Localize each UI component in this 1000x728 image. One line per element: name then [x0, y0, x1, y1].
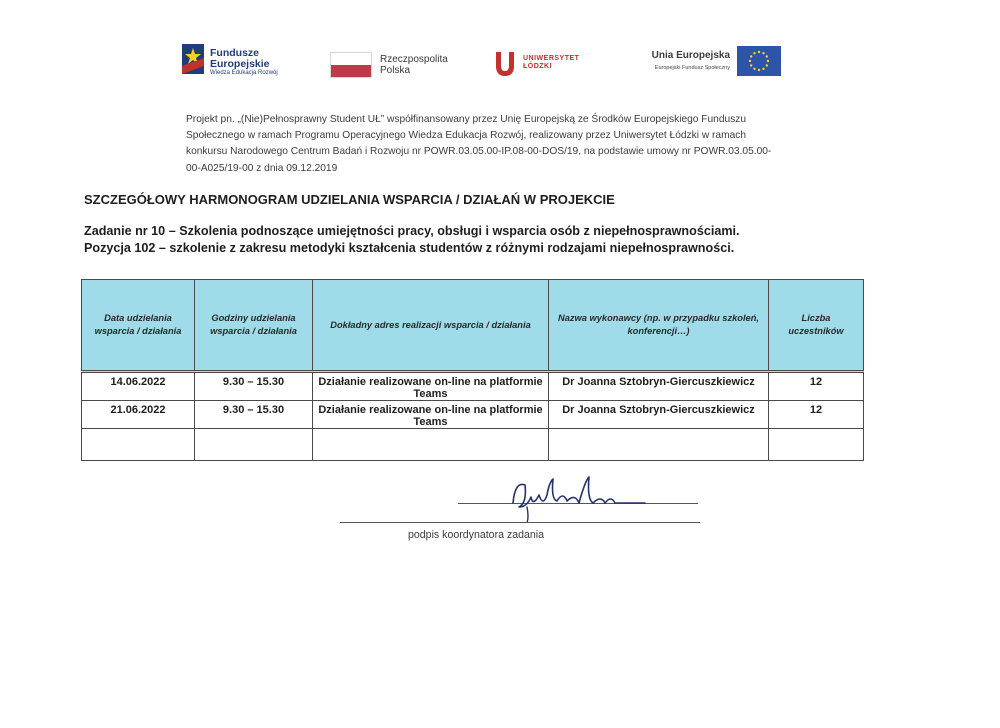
cell-date: 21.06.2022	[82, 401, 195, 429]
project-intro: Projekt pn. „(Nie)Pełnosprawny Student UŁ” współfinansowany przez Unię Europejską ze Środków Europejskiego Funduszu Społecznego w ramach Programu Operacyjnego Wiedza Edukacja Rozwój, realizowany przez Uniwersytet Łódzki w ramach konkursu Narodowego Centrum Badań i Rozwoju nr POWR.03.05.00-IP.08-00-DOS/19, na podstawie umowy nr POWR.03.05.00-00-A025/19-00 z dnia 09.12.2019	[186, 114, 772, 174]
cell-contractor	[549, 429, 769, 461]
cell-date	[82, 429, 195, 461]
university-mark-icon	[493, 50, 517, 78]
polish-flag-icon	[330, 52, 372, 78]
signature-caption: podpis koordynatora zadania	[408, 529, 545, 541]
fundusze-europejskie-logo	[180, 42, 310, 88]
fundusze-sub: Wiedza Edukacja Rozwój	[210, 70, 278, 76]
header-date: Data udzielania wsparcia / działania	[82, 280, 195, 372]
cell-address: Działanie realizowane on-line na platformie Teams	[313, 401, 549, 429]
table-row	[82, 372, 864, 401]
table-row	[82, 429, 864, 461]
cell-date: 14.06.2022	[82, 372, 195, 401]
table-header-row	[82, 280, 864, 372]
cell-hours: 9.30 – 15.30	[195, 372, 313, 401]
fundusze-europejskie-mark-icon	[182, 44, 204, 82]
signature-line	[340, 522, 700, 523]
header-participants: Liczba uczestników	[769, 280, 864, 372]
task-line1: Zadanie nr 10 – Szkolenia podnoszące umiejętności pracy, obsługi i wsparcia osób z niepełnosprawnościami.	[84, 224, 740, 238]
cell-address: Działanie realizowane on-line na platformie Teams	[313, 372, 549, 401]
cell-participants: 12	[769, 401, 864, 429]
cell-hours	[195, 429, 313, 461]
fundusze-line2: Europejskie	[210, 58, 270, 70]
cell-participants	[769, 429, 864, 461]
cell-hours: 9.30 – 15.30	[195, 401, 313, 429]
table-row	[82, 401, 864, 429]
document-title: SZCZEGÓŁOWY HARMONOGRAM UDZIELANIA WSPARCIA / DZIAŁAŃ W PROJEKCIE	[84, 192, 615, 207]
rzeczpospolita-logo	[330, 42, 470, 88]
cell-participants: 12	[769, 372, 864, 401]
header-address: Dokładny adres realizacji wsparcia / działania	[313, 280, 549, 372]
eu-flag-icon	[737, 46, 781, 76]
task-line2: Pozycja 102 – szkolenie z zakresu metodyki kształcenia studentów z różnymi rodzajami niepełnosprawności.	[84, 241, 735, 255]
cell-address	[313, 429, 549, 461]
logos-header	[180, 42, 770, 88]
unia-line2: Europejski Fundusz Społeczny	[654, 65, 730, 71]
task-description	[84, 223, 804, 257]
fundusze-line1: Fundusze	[210, 47, 259, 59]
uniwersytet-text: UNIWERSYTET ŁÓDZKI	[523, 55, 580, 70]
unia-line1: Unia Europejska	[651, 50, 730, 61]
unia-europejska-logo	[620, 42, 770, 88]
header-contractor: Nazwa wykonawcy (np. w przypadku szkoleń, konferencji…)	[549, 280, 769, 372]
rzeczpospolita-text: Rzeczpospolita Polska	[380, 54, 448, 76]
header-hours: Godziny udzielania wsparcia / działania	[195, 280, 313, 372]
uniwersytet-lodzki-logo	[493, 42, 603, 88]
cell-contractor: Dr Joanna Sztobryn-Giercuszkiewicz	[549, 401, 769, 429]
cell-contractor: Dr Joanna Sztobryn-Giercuszkiewicz	[549, 372, 769, 401]
handwritten-signature	[505, 473, 655, 523]
schedule-table	[81, 279, 864, 461]
